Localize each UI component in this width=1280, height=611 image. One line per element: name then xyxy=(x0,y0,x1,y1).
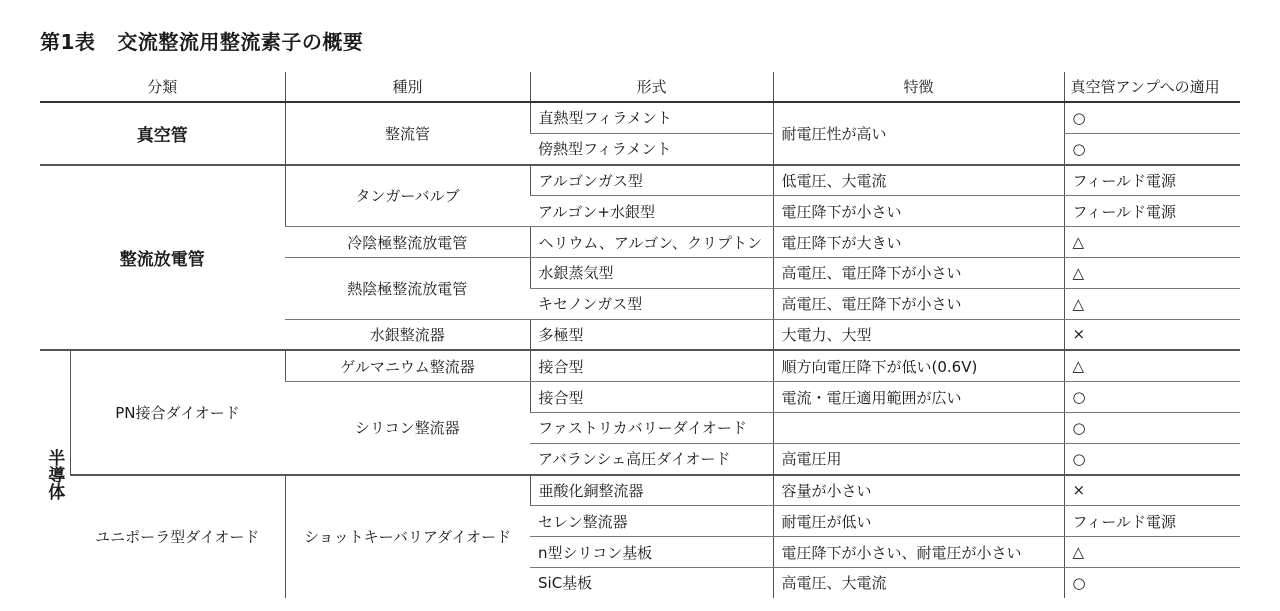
form-cell: アルゴン+水銀型 xyxy=(530,196,773,227)
form-cell: ヘリウム、アルゴン、クリプトン xyxy=(530,227,773,258)
application-cell: フィールド電源 xyxy=(1064,506,1240,537)
header-feature: 特徴 xyxy=(773,72,1064,102)
form-cell: 多極型 xyxy=(530,319,773,350)
application-cell: △ xyxy=(1064,350,1240,381)
application-cell: △ xyxy=(1064,288,1240,319)
feature-cell: 電圧降下が小さい、耐電圧が小さい xyxy=(773,537,1064,568)
header-application: 真空管アンプへの適用 xyxy=(1064,72,1240,102)
feature-cell xyxy=(773,412,1064,443)
application-cell: △ xyxy=(1064,227,1240,258)
feature-cell: 大電力、大型 xyxy=(773,319,1064,350)
feature-cell: 耐電圧性が高い xyxy=(773,102,1064,165)
header-row xyxy=(40,72,1240,102)
table-number: 第1表 xyxy=(40,30,96,54)
application-cell: △ xyxy=(1064,537,1240,568)
type-cell: 整流管 xyxy=(285,102,530,165)
table-row xyxy=(40,475,1240,506)
feature-cell: 高電圧、大電流 xyxy=(773,567,1064,597)
application-cell: ○ xyxy=(1064,133,1240,164)
feature-cell: 電圧降下が大きい xyxy=(773,227,1064,258)
feature-cell: 耐電圧が低い xyxy=(773,506,1064,537)
form-cell: 亜酸化銅整流器 xyxy=(530,475,773,506)
feature-cell: 順方向電圧降下が低い(0.6V) xyxy=(773,350,1064,381)
feature-cell: 高電圧用 xyxy=(773,443,1064,474)
feature-cell: 容量が小さい xyxy=(773,475,1064,506)
feature-cell: 高電圧、電圧降下が小さい xyxy=(773,288,1064,319)
header-type: 種別 xyxy=(285,72,530,102)
form-cell: 接合型 xyxy=(530,382,773,413)
type-cell: 熱陰極整流放電管 xyxy=(285,257,530,319)
form-cell: キセノンガス型 xyxy=(530,288,773,319)
application-cell: ○ xyxy=(1064,412,1240,443)
table-caption: 交流整流用整流素子の概要 xyxy=(117,30,364,54)
feature-cell: 電圧降下が小さい xyxy=(773,196,1064,227)
category-cell: 整流放電管 xyxy=(40,165,285,351)
form-cell: n型シリコン基板 xyxy=(530,537,773,568)
feature-cell: 高電圧、電圧降下が小さい xyxy=(773,257,1064,288)
application-cell: フィールド電源 xyxy=(1064,196,1240,227)
category-cell: 真空管 xyxy=(40,102,285,165)
form-cell: 接合型 xyxy=(530,350,773,381)
application-cell: フィールド電源 xyxy=(1064,165,1240,196)
table-row xyxy=(40,350,1240,381)
rectifier-table xyxy=(40,72,1240,598)
application-cell: × xyxy=(1064,319,1240,350)
type-cell: ゲルマニウム整流器 xyxy=(285,350,530,381)
header-form: 形式 xyxy=(530,72,773,102)
form-cell: セレン整流器 xyxy=(530,506,773,537)
application-cell: ○ xyxy=(1064,567,1240,597)
type-cell: ショットキーバリアダイオード xyxy=(285,475,530,598)
table-row xyxy=(40,165,1240,196)
application-cell: △ xyxy=(1064,257,1240,288)
form-cell: アルゴンガス型 xyxy=(530,165,773,196)
application-cell: ○ xyxy=(1064,102,1240,133)
feature-cell: 低電圧、大電流 xyxy=(773,165,1064,196)
table-title xyxy=(40,26,363,55)
application-cell: × xyxy=(1064,475,1240,506)
header-category: 分類 xyxy=(40,72,285,102)
form-cell: SiC基板 xyxy=(538,574,593,593)
category-cell: PN接合ダイオード xyxy=(70,350,285,474)
feature-cell: 電流・電圧適用範囲が広い xyxy=(773,382,1064,413)
group-cell: 半導体 xyxy=(40,350,70,597)
form-cell: アバランシェ高圧ダイオード xyxy=(530,443,773,474)
form-cell: 水銀蒸気型 xyxy=(530,257,773,288)
form-cell: 直熱型フィラメント xyxy=(530,102,773,133)
type-cell: 水銀整流器 xyxy=(285,319,530,350)
type-cell: タンガーバルブ xyxy=(285,165,530,227)
category-cell: ユニポーラ型ダイオード xyxy=(70,475,285,598)
application-cell: ○ xyxy=(1064,443,1240,474)
table-row xyxy=(40,102,1240,133)
form-cell: 傍熱型フィラメント xyxy=(530,133,773,164)
form-cell: ファストリカバリーダイオード xyxy=(530,412,773,443)
application-cell: ○ xyxy=(1064,382,1240,413)
type-cell: 冷陰極整流放電管 xyxy=(285,227,530,258)
type-cell: シリコン整流器 xyxy=(285,382,530,475)
